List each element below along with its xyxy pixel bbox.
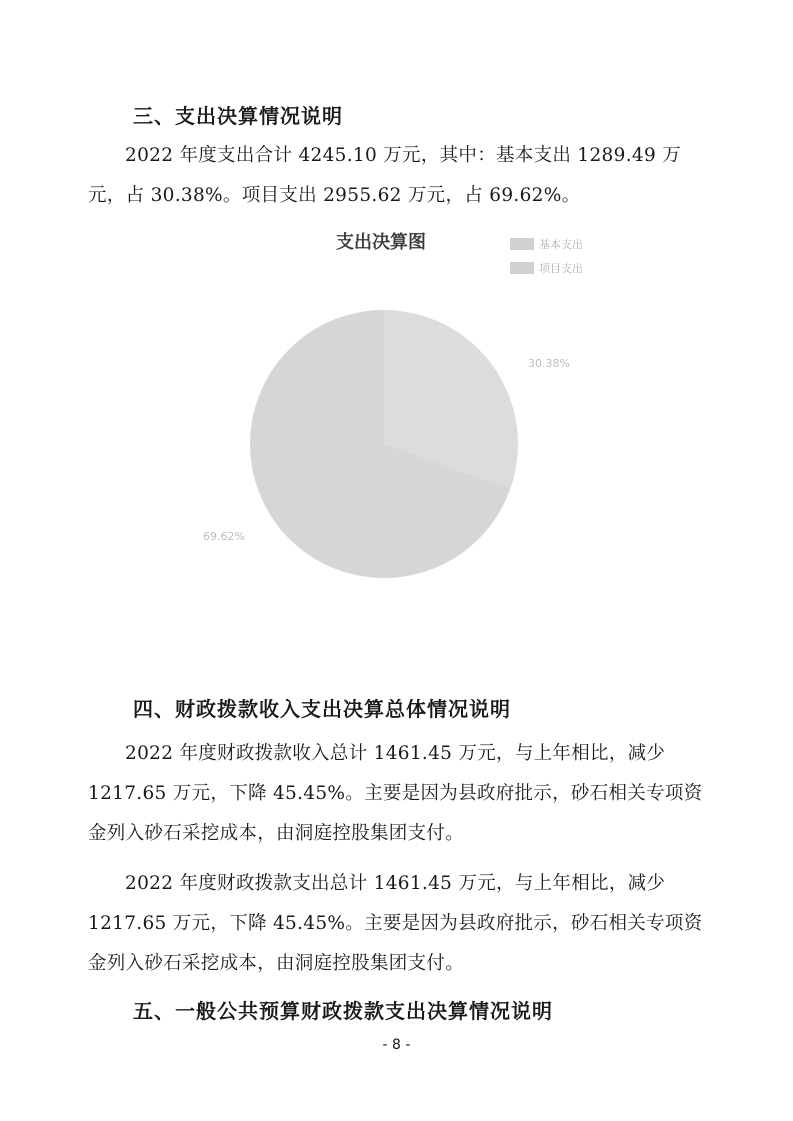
section3-paragraph: 2022 年度支出合计 4245.10 万元，其中：基本支出 1289.49 万元，占 30.38%。项目支出 2955.62 万元，占 69.62%。 <box>88 145 681 206</box>
section4-paragraph-1: 2022 年度财政拨款收入总计 1461.45 万元，与上年相比，减少 1217.65 万元，下降 45.45%。主要是因为县政府批示，砂石相关专项资金列入砂石采挖成本，由洞庭控股集团支付。 <box>88 743 703 844</box>
slice-label-basic: 30.38% <box>528 357 570 370</box>
legend-item-basic <box>510 232 583 256</box>
section5-heading: 五、一般公共预算财政拨款支出决算情况说明 <box>133 999 553 1023</box>
slice-label-project: 69.62% <box>203 530 245 543</box>
section4-paragraph-2: 2022 年度财政拨款支出总计 1461.45 万元，与上年相比，减少 1217.65 万元，下降 45.45%。主要是因为县政府批示，砂石相关专项资金列入砂石采挖成本，由洞庭控股集团支付。 <box>88 873 703 974</box>
page-number: - 8 - <box>382 1037 411 1053</box>
legend-swatch-basic <box>510 238 534 250</box>
legend-label-project: 项目支出 <box>539 262 583 275</box>
section3-heading: 三、支出决算情况说明 <box>133 104 343 128</box>
pie-chart <box>248 308 520 580</box>
legend-label-basic: 基本支出 <box>539 238 583 251</box>
legend-swatch-project <box>510 262 534 274</box>
legend-item-project <box>510 256 583 280</box>
section4-heading: 四、财政拨款收入支出决算总体情况说明 <box>133 697 511 721</box>
chart-title: 支出决算图 <box>336 232 426 253</box>
chart-legend <box>510 232 583 280</box>
